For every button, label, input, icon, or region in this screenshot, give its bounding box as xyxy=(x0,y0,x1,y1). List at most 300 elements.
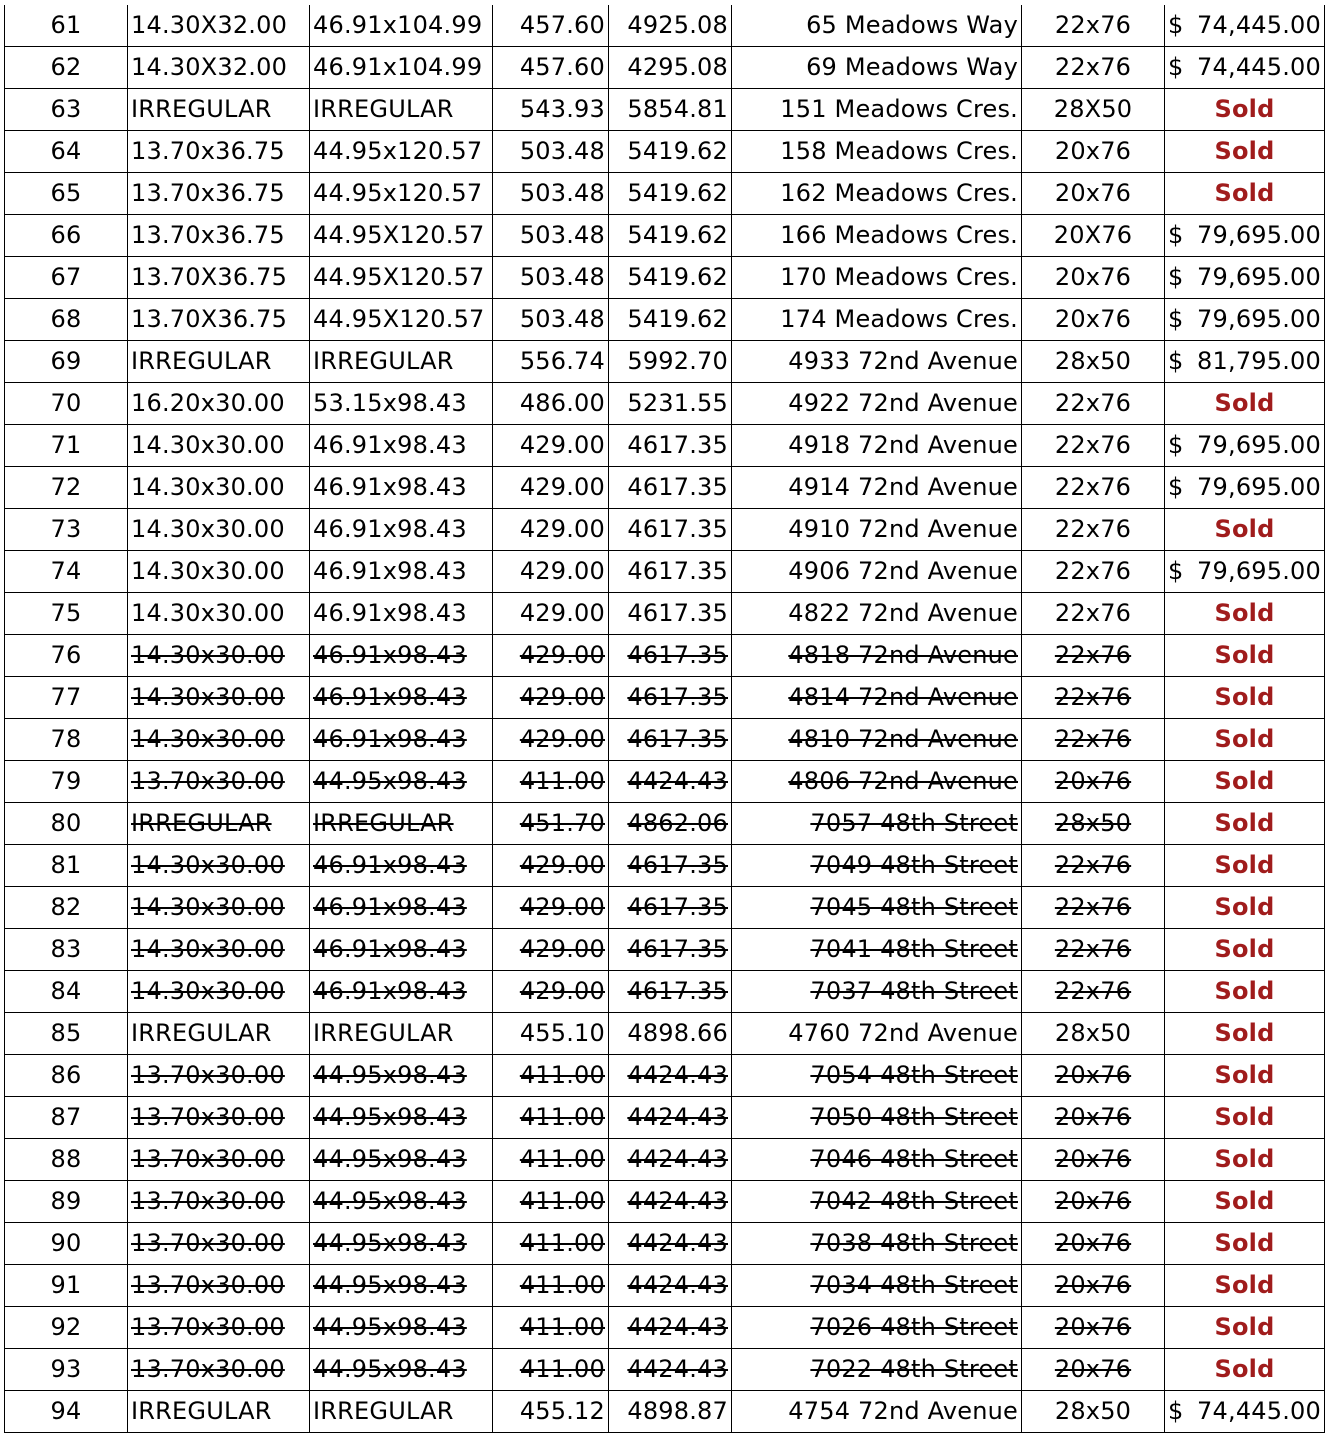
price-cell[interactable] xyxy=(1165,593,1325,635)
area-sqft-cell[interactable] xyxy=(609,929,732,971)
area-sqft-cell[interactable] xyxy=(609,1223,732,1265)
lot-number-cell[interactable] xyxy=(5,341,128,383)
area-sqft-cell[interactable] xyxy=(609,131,732,173)
lot-number-cell[interactable] xyxy=(5,383,128,425)
house-size-cell[interactable] xyxy=(1022,1055,1165,1097)
lot-size-metric-cell[interactable] xyxy=(128,131,310,173)
lot-size-imperial-cell[interactable] xyxy=(310,761,493,803)
area-sqm-cell[interactable] xyxy=(493,173,609,215)
address-cell[interactable] xyxy=(732,1181,1022,1223)
lot-number-cell[interactable] xyxy=(5,635,128,677)
house-size-cell[interactable] xyxy=(1022,845,1165,887)
price-cell[interactable] xyxy=(1165,845,1325,887)
house-size-cell[interactable] xyxy=(1022,425,1165,467)
price-cell[interactable] xyxy=(1165,761,1325,803)
area-sqft-cell[interactable] xyxy=(609,425,732,467)
lot-size-metric-cell[interactable] xyxy=(128,635,310,677)
address-cell[interactable] xyxy=(732,173,1022,215)
lot-size-imperial-cell[interactable] xyxy=(310,47,493,89)
price-cell[interactable] xyxy=(1165,89,1325,131)
house-size-cell[interactable] xyxy=(1022,635,1165,677)
area-sqm-cell[interactable] xyxy=(493,929,609,971)
lot-size-metric-cell[interactable] xyxy=(128,509,310,551)
lot-size-imperial-cell[interactable] xyxy=(310,299,493,341)
lot-size-metric-text: IRREGULAR xyxy=(131,809,272,837)
price-cell[interactable] xyxy=(1165,1097,1325,1139)
table-row xyxy=(5,215,1325,257)
address-cell[interactable] xyxy=(732,761,1022,803)
lot-size-metric-cell[interactable] xyxy=(128,887,310,929)
price-cell[interactable] xyxy=(1165,509,1325,551)
area-sqm-cell[interactable] xyxy=(493,803,609,845)
lot-size-imperial-cell[interactable] xyxy=(310,719,493,761)
lot-size-imperial-cell[interactable] xyxy=(310,215,493,257)
area-sqft-cell[interactable] xyxy=(609,257,732,299)
area-sqft-cell[interactable] xyxy=(609,1391,732,1433)
area-sqm-cell[interactable] xyxy=(493,1223,609,1265)
area-sqm-cell[interactable] xyxy=(493,131,609,173)
area-sqm-cell[interactable] xyxy=(493,1181,609,1223)
area-sqm-cell[interactable] xyxy=(493,887,609,929)
area-sqft-cell[interactable] xyxy=(609,173,732,215)
lot-number-cell[interactable] xyxy=(5,5,128,47)
address-cell[interactable] xyxy=(732,467,1022,509)
house-size-cell[interactable] xyxy=(1022,803,1165,845)
house-size-text: 20x76 xyxy=(1054,1271,1132,1299)
area-sqft-cell[interactable] xyxy=(609,1097,732,1139)
price-cell[interactable] xyxy=(1165,551,1325,593)
lot-number-text: 89 xyxy=(50,1187,82,1215)
table-row xyxy=(5,1055,1325,1097)
lot-number-cell[interactable] xyxy=(5,1307,128,1349)
address-cell[interactable] xyxy=(732,1265,1022,1307)
lot-number-cell[interactable] xyxy=(5,719,128,761)
lot-size-metric-cell[interactable] xyxy=(128,1139,310,1181)
address-cell[interactable] xyxy=(732,131,1022,173)
lot-size-metric-cell[interactable] xyxy=(128,593,310,635)
house-size-cell[interactable] xyxy=(1022,299,1165,341)
lot-number-cell[interactable] xyxy=(5,1055,128,1097)
house-size-cell[interactable] xyxy=(1022,47,1165,89)
house-size-cell[interactable] xyxy=(1022,1349,1165,1391)
lot-size-imperial-cell[interactable] xyxy=(310,383,493,425)
lot-size-metric-cell[interactable] xyxy=(128,383,310,425)
address-cell[interactable] xyxy=(732,677,1022,719)
lot-size-metric-cell[interactable] xyxy=(128,803,310,845)
lot-number-cell[interactable] xyxy=(5,173,128,215)
area-sqft-text: 4424.43 xyxy=(627,1187,728,1215)
area-sqm-cell[interactable] xyxy=(493,1097,609,1139)
lot-size-metric-cell[interactable] xyxy=(128,5,310,47)
lot-size-imperial-cell[interactable] xyxy=(310,677,493,719)
address-cell[interactable] xyxy=(732,551,1022,593)
house-size-cell[interactable] xyxy=(1022,1307,1165,1349)
lot-number-cell[interactable] xyxy=(5,761,128,803)
area-sqft-cell[interactable] xyxy=(609,1181,732,1223)
price-cell[interactable] xyxy=(1165,1139,1325,1181)
lot-number-cell[interactable] xyxy=(5,1391,128,1433)
lot-number-cell[interactable] xyxy=(5,845,128,887)
price-cell[interactable] xyxy=(1165,5,1325,47)
lot-size-imperial-text: 44.95X120.57 xyxy=(313,263,485,291)
area-sqm-cell[interactable] xyxy=(493,719,609,761)
lot-number-cell[interactable] xyxy=(5,131,128,173)
area-sqm-cell[interactable] xyxy=(493,1055,609,1097)
lot-size-metric-cell[interactable] xyxy=(128,47,310,89)
area-sqm-text: 411.00 xyxy=(519,1313,605,1341)
lot-size-imperial-cell[interactable] xyxy=(310,341,493,383)
address-text: 7045 48th Street xyxy=(810,893,1018,921)
address-cell[interactable] xyxy=(732,929,1022,971)
lot-size-imperial-cell[interactable] xyxy=(310,593,493,635)
lot-size-imperial-cell[interactable] xyxy=(310,1055,493,1097)
address-cell[interactable] xyxy=(732,971,1022,1013)
house-size-cell[interactable] xyxy=(1022,1181,1165,1223)
lot-number-cell[interactable] xyxy=(5,677,128,719)
lot-number-cell[interactable] xyxy=(5,467,128,509)
lot-number-cell[interactable] xyxy=(5,1097,128,1139)
price-cell[interactable] xyxy=(1165,341,1325,383)
lot-size-imperial-cell[interactable] xyxy=(310,1013,493,1055)
house-size-cell[interactable] xyxy=(1022,467,1165,509)
area-sqft-text: 4617.35 xyxy=(627,557,728,585)
house-size-cell[interactable] xyxy=(1022,89,1165,131)
price-cell[interactable] xyxy=(1165,1055,1325,1097)
price-cell[interactable] xyxy=(1165,131,1325,173)
address-cell[interactable] xyxy=(732,1013,1022,1055)
area-sqft-cell[interactable] xyxy=(609,509,732,551)
area-sqm-cell[interactable] xyxy=(493,215,609,257)
lot-number-cell[interactable] xyxy=(5,887,128,929)
area-sqft-cell[interactable] xyxy=(609,1139,732,1181)
lot-size-imperial-cell[interactable] xyxy=(310,971,493,1013)
address-cell[interactable] xyxy=(732,845,1022,887)
area-sqft-cell[interactable] xyxy=(609,5,732,47)
price-cell[interactable] xyxy=(1165,299,1325,341)
lot-size-imperial-cell[interactable] xyxy=(310,467,493,509)
house-size-cell[interactable] xyxy=(1022,1013,1165,1055)
area-sqft-text: 5419.62 xyxy=(627,263,728,291)
lot-number-cell[interactable] xyxy=(5,425,128,467)
area-sqft-cell[interactable] xyxy=(609,845,732,887)
address-cell[interactable] xyxy=(732,1223,1022,1265)
address-cell[interactable] xyxy=(732,89,1022,131)
address-cell[interactable] xyxy=(732,299,1022,341)
lot-number-cell[interactable] xyxy=(5,215,128,257)
area-sqft-cell[interactable] xyxy=(609,761,732,803)
area-sqft-cell[interactable] xyxy=(609,971,732,1013)
price-cell[interactable] xyxy=(1165,1223,1325,1265)
lot-size-metric-cell[interactable] xyxy=(128,929,310,971)
area-sqft-cell[interactable] xyxy=(609,719,732,761)
house-size-cell[interactable] xyxy=(1022,131,1165,173)
lot-size-metric-cell[interactable] xyxy=(128,89,310,131)
lot-size-metric-text: 16.20x30.00 xyxy=(131,389,285,417)
house-size-cell[interactable] xyxy=(1022,593,1165,635)
lot-size-imperial-cell[interactable] xyxy=(310,1223,493,1265)
house-size-text: 20x76 xyxy=(1054,1313,1132,1341)
lot-number-cell[interactable] xyxy=(5,971,128,1013)
area-sqft-cell[interactable] xyxy=(609,593,732,635)
lot-size-metric-cell[interactable] xyxy=(128,719,310,761)
price-cell[interactable] xyxy=(1165,1013,1325,1055)
house-size-text: 28x50 xyxy=(1054,1397,1132,1425)
area-sqm-cell[interactable] xyxy=(493,509,609,551)
house-size-cell[interactable] xyxy=(1022,1139,1165,1181)
price-cell[interactable] xyxy=(1165,1349,1325,1391)
address-cell[interactable] xyxy=(732,425,1022,467)
lot-size-metric-cell[interactable] xyxy=(128,299,310,341)
lot-size-imperial-cell[interactable] xyxy=(310,1349,493,1391)
area-sqft-cell[interactable] xyxy=(609,551,732,593)
price-cell[interactable] xyxy=(1165,215,1325,257)
address-cell[interactable] xyxy=(732,1097,1022,1139)
lot-number-cell[interactable] xyxy=(5,47,128,89)
house-size-cell[interactable] xyxy=(1022,1223,1165,1265)
address-cell[interactable] xyxy=(732,1307,1022,1349)
lot-size-imperial-cell[interactable] xyxy=(310,1097,493,1139)
lot-size-metric-text: 14.30x30.00 xyxy=(131,515,285,543)
area-sqm-cell[interactable] xyxy=(493,5,609,47)
area-sqm-cell[interactable] xyxy=(493,257,609,299)
lot-size-metric-cell[interactable] xyxy=(128,425,310,467)
lot-size-imperial-cell[interactable] xyxy=(310,89,493,131)
address-cell[interactable] xyxy=(732,1139,1022,1181)
lot-size-imperial-cell[interactable] xyxy=(310,5,493,47)
area-sqm-text: 411.00 xyxy=(519,1103,605,1131)
house-size-cell[interactable] xyxy=(1022,341,1165,383)
lot-size-metric-cell[interactable] xyxy=(128,1223,310,1265)
price-cell[interactable] xyxy=(1165,173,1325,215)
lot-number-cell[interactable] xyxy=(5,299,128,341)
price-cell[interactable] xyxy=(1165,257,1325,299)
lot-number-cell[interactable] xyxy=(5,929,128,971)
area-sqft-cell[interactable] xyxy=(609,1307,732,1349)
price-cell[interactable] xyxy=(1165,803,1325,845)
area-sqm-cell[interactable] xyxy=(493,845,609,887)
lot-number-cell[interactable] xyxy=(5,1349,128,1391)
lot-size-metric-cell[interactable] xyxy=(128,1391,310,1433)
lot-size-metric-cell[interactable] xyxy=(128,1265,310,1307)
lot-size-metric-cell[interactable] xyxy=(128,257,310,299)
table-row xyxy=(5,1181,1325,1223)
area-sqft-cell[interactable] xyxy=(609,299,732,341)
lot-size-imperial-cell[interactable] xyxy=(310,887,493,929)
address-cell[interactable] xyxy=(732,47,1022,89)
lot-size-metric-cell[interactable] xyxy=(128,173,310,215)
address-cell[interactable] xyxy=(732,257,1022,299)
area-sqm-cell[interactable] xyxy=(493,1013,609,1055)
address-cell[interactable] xyxy=(732,635,1022,677)
lot-number-cell[interactable] xyxy=(5,803,128,845)
price-cell[interactable] xyxy=(1165,677,1325,719)
area-sqft-cell[interactable] xyxy=(609,1013,732,1055)
address-text: 151 Meadows Cres. xyxy=(780,95,1018,123)
lot-number-cell[interactable] xyxy=(5,1181,128,1223)
table-row xyxy=(5,929,1325,971)
price-cell[interactable] xyxy=(1165,719,1325,761)
area-sqm-cell[interactable] xyxy=(493,635,609,677)
lot-number-cell[interactable] xyxy=(5,1265,128,1307)
lot-size-metric-cell[interactable] xyxy=(128,761,310,803)
area-sqft-text: 4424.43 xyxy=(627,1145,728,1173)
area-sqft-cell[interactable] xyxy=(609,467,732,509)
price-cell[interactable] xyxy=(1165,929,1325,971)
price-cell[interactable] xyxy=(1165,425,1325,467)
lot-size-imperial-cell[interactable] xyxy=(310,1139,493,1181)
area-sqft-cell[interactable] xyxy=(609,383,732,425)
address-cell[interactable] xyxy=(732,1349,1022,1391)
price-cell[interactable] xyxy=(1165,1265,1325,1307)
lot-size-imperial-cell[interactable] xyxy=(310,173,493,215)
lot-number-cell[interactable] xyxy=(5,1013,128,1055)
area-sqft-cell[interactable] xyxy=(609,887,732,929)
area-sqm-cell[interactable] xyxy=(493,1391,609,1433)
area-sqft-cell[interactable] xyxy=(609,341,732,383)
house-size-cell[interactable] xyxy=(1022,887,1165,929)
lot-size-imperial-cell[interactable] xyxy=(310,257,493,299)
area-sqm-cell[interactable] xyxy=(493,89,609,131)
area-sqm-cell[interactable] xyxy=(493,425,609,467)
price-cell[interactable] xyxy=(1165,887,1325,929)
lot-number-cell[interactable] xyxy=(5,509,128,551)
lot-size-imperial-cell[interactable] xyxy=(310,551,493,593)
price-cell[interactable] xyxy=(1165,1307,1325,1349)
area-sqft-cell[interactable] xyxy=(609,89,732,131)
lot-size-metric-cell[interactable] xyxy=(128,1055,310,1097)
house-size-cell[interactable] xyxy=(1022,677,1165,719)
area-sqft-text: 4424.43 xyxy=(627,1061,728,1089)
house-size-cell[interactable] xyxy=(1022,551,1165,593)
lot-size-imperial-cell[interactable] xyxy=(310,1181,493,1223)
lot-size-imperial-cell[interactable] xyxy=(310,1307,493,1349)
house-size-cell[interactable] xyxy=(1022,1097,1165,1139)
house-size-cell[interactable] xyxy=(1022,5,1165,47)
area-sqft-cell[interactable] xyxy=(609,1349,732,1391)
lot-size-metric-cell[interactable] xyxy=(128,215,310,257)
lot-size-metric-cell[interactable] xyxy=(128,1181,310,1223)
lot-size-imperial-cell[interactable] xyxy=(310,803,493,845)
price-cell[interactable] xyxy=(1165,383,1325,425)
area-sqm-cell[interactable] xyxy=(493,341,609,383)
area-sqft-cell[interactable] xyxy=(609,47,732,89)
lot-size-imperial-cell[interactable] xyxy=(310,929,493,971)
house-size-cell[interactable] xyxy=(1022,719,1165,761)
address-cell[interactable] xyxy=(732,887,1022,929)
address-cell[interactable] xyxy=(732,803,1022,845)
lot-number-cell[interactable] xyxy=(5,89,128,131)
lot-number-cell[interactable] xyxy=(5,551,128,593)
price-cell[interactable] xyxy=(1165,47,1325,89)
house-size-cell[interactable] xyxy=(1022,257,1165,299)
lot-size-metric-cell[interactable] xyxy=(128,341,310,383)
lot-number-cell[interactable] xyxy=(5,593,128,635)
address-cell[interactable] xyxy=(732,341,1022,383)
price-cell[interactable] xyxy=(1165,1181,1325,1223)
price-cell[interactable] xyxy=(1165,635,1325,677)
house-size-cell[interactable] xyxy=(1022,215,1165,257)
address-cell[interactable] xyxy=(732,1055,1022,1097)
area-sqm-cell[interactable] xyxy=(493,1307,609,1349)
address-cell[interactable] xyxy=(732,593,1022,635)
house-size-text: 28x50 xyxy=(1054,347,1132,375)
lot-size-metric-cell[interactable] xyxy=(128,551,310,593)
lot-size-metric-cell[interactable] xyxy=(128,1013,310,1055)
area-sqm-cell[interactable] xyxy=(493,383,609,425)
address-cell[interactable] xyxy=(732,1391,1022,1433)
house-size-cell[interactable] xyxy=(1022,509,1165,551)
lot-number-cell[interactable] xyxy=(5,1223,128,1265)
lot-size-metric-cell[interactable] xyxy=(128,1307,310,1349)
address-cell[interactable] xyxy=(732,719,1022,761)
address-cell[interactable] xyxy=(732,509,1022,551)
lot-size-imperial-cell[interactable] xyxy=(310,425,493,467)
house-size-cell[interactable] xyxy=(1022,383,1165,425)
area-sqm-cell[interactable] xyxy=(493,761,609,803)
lot-size-metric-cell[interactable] xyxy=(128,467,310,509)
area-sqm-cell[interactable] xyxy=(493,593,609,635)
lot-size-metric-cell[interactable] xyxy=(128,845,310,887)
lot-number-cell[interactable] xyxy=(5,257,128,299)
address-cell[interactable] xyxy=(732,215,1022,257)
house-size-cell[interactable] xyxy=(1022,971,1165,1013)
lot-size-imperial-text: 44.95x98.43 xyxy=(313,1271,467,1299)
price-cell[interactable] xyxy=(1165,467,1325,509)
address-cell[interactable] xyxy=(732,383,1022,425)
lot-size-metric-cell[interactable] xyxy=(128,1097,310,1139)
lot-size-metric-cell[interactable] xyxy=(128,1349,310,1391)
area-sqft-cell[interactable] xyxy=(609,215,732,257)
area-sqm-cell[interactable] xyxy=(493,971,609,1013)
lot-size-metric-cell[interactable] xyxy=(128,971,310,1013)
house-size-cell[interactable] xyxy=(1022,929,1165,971)
area-sqft-cell[interactable] xyxy=(609,677,732,719)
price-cell[interactable] xyxy=(1165,971,1325,1013)
lot-size-metric-text: 14.30x30.00 xyxy=(131,851,285,879)
area-sqft-cell[interactable] xyxy=(609,635,732,677)
lot-number-cell[interactable] xyxy=(5,1139,128,1181)
area-sqm-cell[interactable] xyxy=(493,551,609,593)
area-sqm-cell[interactable] xyxy=(493,467,609,509)
lot-size-imperial-cell[interactable] xyxy=(310,845,493,887)
area-sqft-cell[interactable] xyxy=(609,1055,732,1097)
area-sqm-cell[interactable] xyxy=(493,677,609,719)
area-sqm-cell[interactable] xyxy=(493,1139,609,1181)
house-size-cell[interactable] xyxy=(1022,1265,1165,1307)
lot-size-imperial-cell[interactable] xyxy=(310,1391,493,1433)
house-size-text: 22x76 xyxy=(1054,53,1132,81)
area-sqft-cell[interactable] xyxy=(609,803,732,845)
lot-size-metric-text: 14.30x30.00 xyxy=(131,683,285,711)
lot-size-imperial-cell[interactable] xyxy=(310,635,493,677)
area-sqm-cell[interactable] xyxy=(493,299,609,341)
house-size-cell[interactable] xyxy=(1022,173,1165,215)
lot-size-imperial-cell[interactable] xyxy=(310,509,493,551)
lot-size-imperial-cell[interactable] xyxy=(310,1265,493,1307)
lot-size-imperial-cell[interactable] xyxy=(310,131,493,173)
address-cell[interactable] xyxy=(732,5,1022,47)
lot-size-imperial-text: 46.91x98.43 xyxy=(313,725,467,753)
area-sqm-cell[interactable] xyxy=(493,1265,609,1307)
area-sqm-cell[interactable] xyxy=(493,1349,609,1391)
area-sqft-text: 5419.62 xyxy=(627,221,728,249)
house-size-cell[interactable] xyxy=(1022,1391,1165,1433)
lot-size-metric-cell[interactable] xyxy=(128,677,310,719)
price-cell[interactable] xyxy=(1165,1391,1325,1433)
house-size-cell[interactable] xyxy=(1022,761,1165,803)
area-sqm-cell[interactable] xyxy=(493,47,609,89)
area-sqft-cell[interactable] xyxy=(609,1265,732,1307)
